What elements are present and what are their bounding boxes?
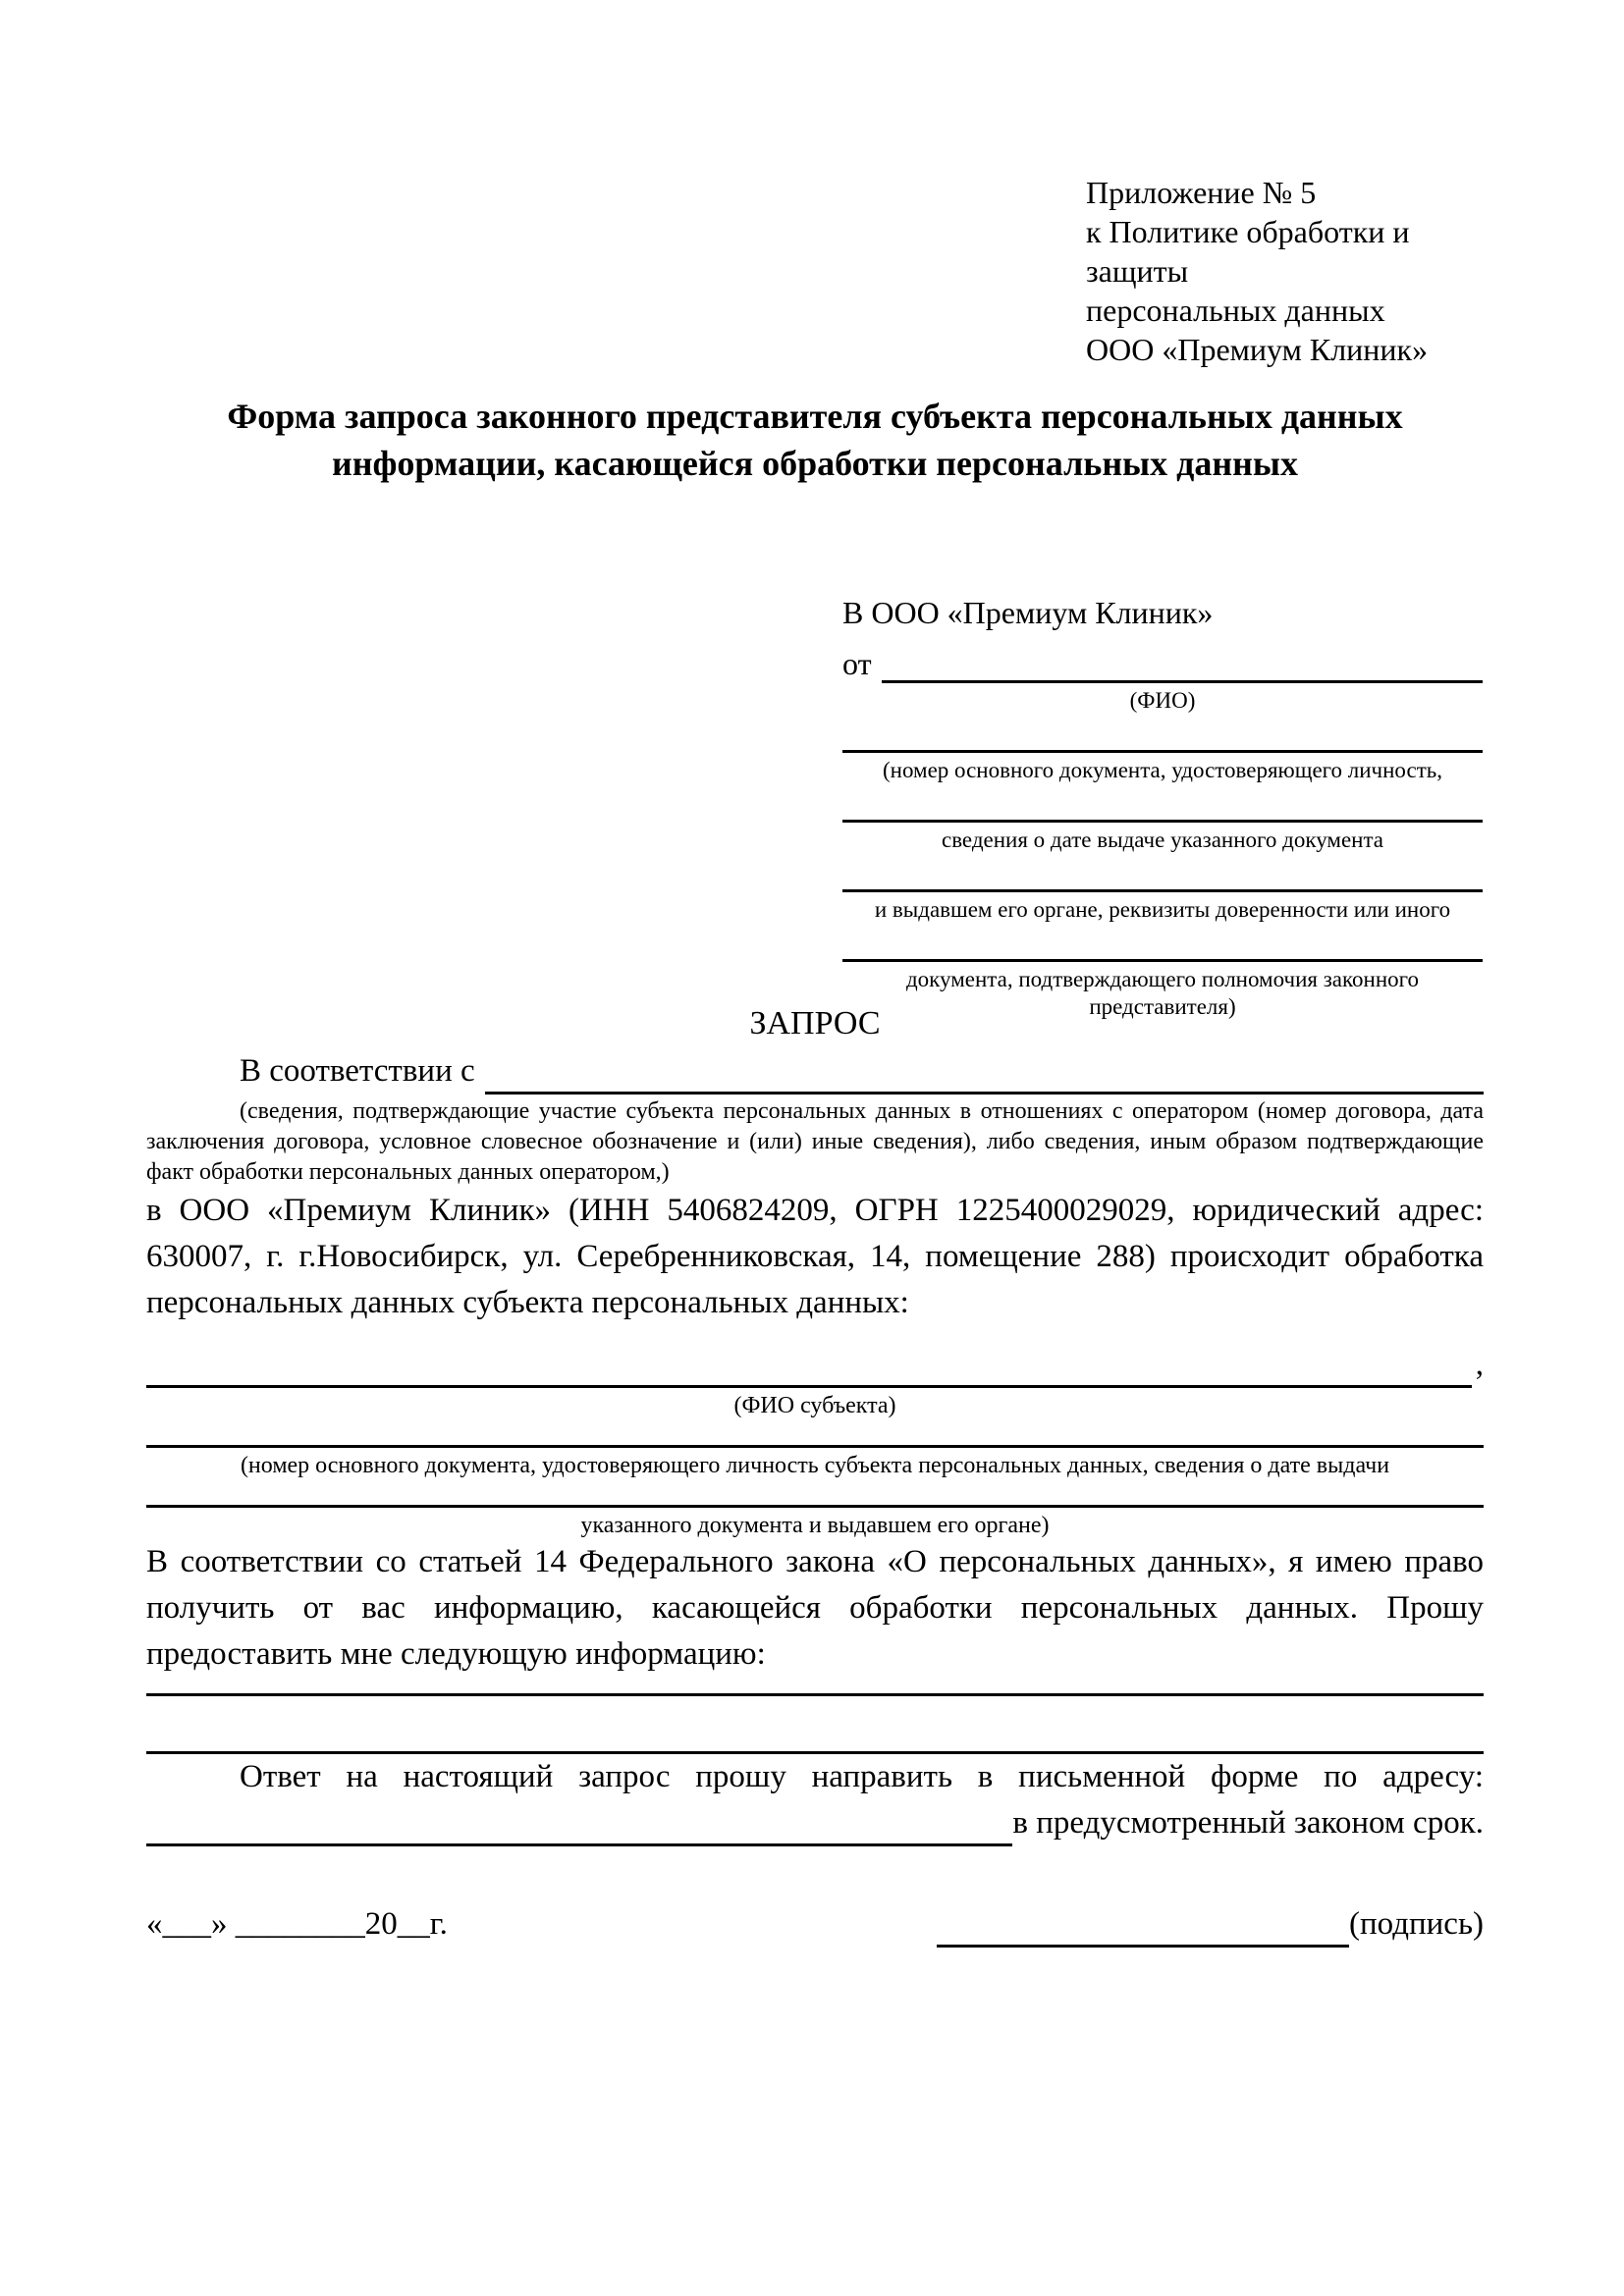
- date-signature-row: [146, 1901, 1484, 1948]
- appendix-line: ООО «Премиум Клиник»: [1086, 332, 1429, 367]
- addressee-organization: В ООО «Премиум Клиник»: [842, 595, 1214, 630]
- requested-info-fill-line-1: [146, 1693, 1484, 1696]
- issue-date-fill-line: [842, 820, 1483, 823]
- signature-group: [937, 1901, 1484, 1948]
- document-number-fill-line: [842, 750, 1483, 753]
- reply-tail: в предусмотренный законом срок.: [1012, 1805, 1484, 1841]
- signature-caption: (подпись): [1349, 1906, 1484, 1942]
- request-heading: ЗАПРОС: [749, 1005, 881, 1041]
- document-title: Форма запроса законного представителя субъекта персональных данных информации, касающейся обработки персональных данных: [227, 397, 1403, 483]
- subject-fio-fill-line: [146, 1346, 1472, 1388]
- accordance-fill-line: [485, 1056, 1484, 1095]
- issue-date-caption: сведения о дате выдаче указанного документа: [941, 828, 1384, 852]
- accordance-caption: (сведения, подтверждающие участие субъекта персональных данных в отношениях с оператором (номер договора, дата заключения договора, условное словесное обозначение и (или) иные сведения), либо сведения, иным образом подтверждающие факт обработки персональных данных оператором,): [146, 1098, 1484, 1185]
- from-label: от: [842, 646, 872, 681]
- authority-document-caption: документа, подтверждающего полномочия законного представителя): [905, 967, 1419, 1019]
- subject-document-fill-line: [146, 1445, 1484, 1448]
- request-body: [146, 1003, 1484, 1948]
- subject-document-caption-2: указанного документа и выдавшем его органе): [580, 1513, 1050, 1538]
- subject-document-caption-1: (номер основного документа, удостоверяющего личность субъекта персональных данных, сведения о дате выдачи: [240, 1453, 1390, 1478]
- document-number-caption: (номер основного документа, удостоверяющего личность,: [882, 758, 1442, 782]
- accordance-label: В соответствии с: [240, 1053, 475, 1089]
- issuing-authority-fill-line: [842, 889, 1483, 892]
- fio-caption: (ФИО): [1129, 688, 1196, 713]
- address-fill-line: [146, 1804, 1012, 1846]
- subject-fio-caption: (ФИО субъекта): [733, 1393, 896, 1418]
- subject-document-fill-line-2: [146, 1505, 1484, 1508]
- issuing-authority-caption: и выдавшем его органе, реквизиты доверенности или иного: [874, 897, 1451, 922]
- appendix-line: Приложение № 5: [1086, 175, 1317, 210]
- authority-document-fill-line: [842, 959, 1483, 962]
- addressee-block: [842, 593, 1483, 1021]
- fio-fill-line: [882, 645, 1483, 683]
- appendix-line: к Политике обработки и защиты: [1086, 214, 1410, 289]
- trailing-comma: ,: [1475, 1347, 1484, 1382]
- reply-address-row: [146, 1800, 1484, 1846]
- reply-paragraph: Ответ на настоящий запрос прошу направить в письменной форме по адресу:: [240, 1759, 1484, 1794]
- subject-fio-row: [146, 1342, 1484, 1388]
- date-blank: «___» ________20__г.: [146, 1906, 448, 1942]
- signature-fill-line: [937, 1905, 1349, 1948]
- law-paragraph: В соответствии со статьей 14 Федерального закона «О персональных данных», я имею право получить от вас информацию, касающейся обработки персональных данных. Прошу предоставить мне следующую информацию:: [146, 1544, 1484, 1672]
- appendix-line: персональных данных: [1086, 293, 1385, 328]
- appendix-note: [1086, 173, 1498, 369]
- operator-paragraph: в ООО «Премиум Клиник» (ИНН 5406824209, ОГРН 1225400029029, юридический адрес: 630007, г. г.Новосибирск, ул. Серебренниковская, 14, помещение 288) происходит обработка персональных данных субъекта персональных данных:: [146, 1193, 1484, 1320]
- accordance-row: [146, 1048, 1484, 1095]
- from-row: [842, 644, 1483, 683]
